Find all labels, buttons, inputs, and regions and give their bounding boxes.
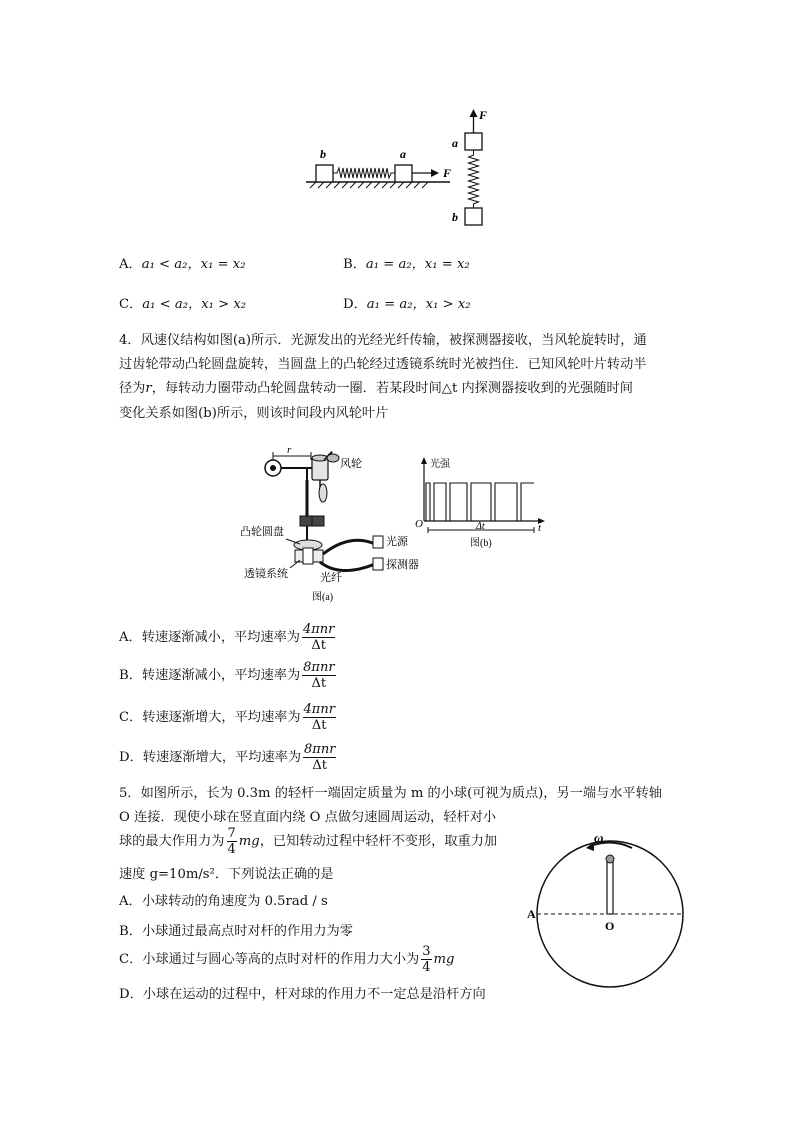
fraction: $\frac{3}{4}$ bbox=[422, 944, 431, 975]
q5-option-c[interactable]: C．小球通过与圆心等高的点时对杆的作用力大小为 $\frac{3}{4}$ mg bbox=[119, 944, 455, 975]
fig-a-light-source: 光源 bbox=[386, 536, 408, 548]
label-b-vert: b bbox=[452, 210, 458, 224]
q5-option-b[interactable]: B．小球通过最高点时对杆的作用力为零 bbox=[119, 924, 353, 939]
point-O-label: O bbox=[605, 919, 615, 933]
fig-a-cam-disc: 凸轮圆盘 bbox=[240, 526, 284, 538]
q4-option-c[interactable]: C．转速逐渐增大，平均速率为 $\frac{\text{4πnr}}{\Delta t}$ bbox=[119, 702, 335, 733]
q4-line-4: 变化关系如图(b)所示，则该时间段内风轮叶片 bbox=[119, 406, 389, 421]
fig-b-caption: 图(b) bbox=[470, 538, 492, 549]
spring-figure bbox=[300, 105, 500, 230]
fig-a-detector: 探测器 bbox=[386, 559, 419, 571]
figure-b-light-intensity bbox=[412, 455, 552, 555]
q4-option-b[interactable]: B．转速逐渐减小，平均速率为 $\frac{\text{8πnr}}{\Delta t}$ bbox=[119, 660, 335, 691]
q5-line-4: 速度 g=10m/s²．下列说法正确的是 bbox=[119, 867, 334, 882]
q3-option-b[interactable]: B．a₁ = a₂，x₁ = x₂ bbox=[343, 257, 470, 272]
fig-a-wind-wheel: 风轮 bbox=[340, 458, 362, 470]
q5-option-d[interactable]: D．小球在运动的过程中，杆对球的作用力不一定总是沿杆方向 bbox=[119, 987, 486, 1002]
fraction: $\frac{\text{8πnr}}{\Delta t}$ bbox=[304, 742, 336, 773]
label-F: F bbox=[443, 166, 452, 180]
q4-option-d[interactable]: D．转速逐渐增大，平均速率为 $\frac{\text{8πnr}}{\Delta t}$ bbox=[119, 742, 336, 773]
q5-line-3: 球的最大作用力为 $\frac{7}{4}$ mg，已知转动过程中轻杆不变形，取重力加 bbox=[119, 826, 498, 857]
q5-option-a[interactable]: A．小球转动的角速度为 0.5rad / s bbox=[119, 894, 328, 909]
label-a: a bbox=[400, 147, 406, 161]
circular-motion-figure bbox=[528, 826, 688, 996]
fraction: $\frac{\text{4πnr}}{\Delta t}$ bbox=[302, 622, 335, 653]
fig-a-lens-system: 透镜系统 bbox=[244, 568, 288, 580]
fraction: $\frac{\text{8πnr}}{\Delta t}$ bbox=[303, 660, 335, 691]
fig-a-fiber: 光纤 bbox=[320, 572, 342, 584]
label-b: b bbox=[320, 147, 326, 161]
label-a-vert: a bbox=[452, 136, 458, 150]
fig-a-r: r bbox=[287, 444, 292, 456]
q3-option-a[interactable]: A．a₁ < a₂，x₁ = x₂ bbox=[119, 257, 246, 272]
figure-a-anemometer bbox=[240, 438, 440, 608]
fraction: $\frac{\text{4πnr}}{\Delta t}$ bbox=[303, 702, 335, 733]
fig-b-dt: Δt bbox=[476, 521, 485, 532]
fig-a-caption: 图(a) bbox=[312, 592, 334, 603]
label-F-vert: F bbox=[479, 108, 488, 122]
q3-option-c[interactable]: C．a₁ < a₂，x₁ > x₂ bbox=[119, 297, 247, 312]
q3-option-d[interactable]: D．a₁ = a₂，x₁ > x₂ bbox=[343, 297, 471, 312]
point-A-label: A bbox=[527, 907, 536, 921]
fig-b-origin: O bbox=[415, 518, 423, 530]
fig-b-y-label: 光强 bbox=[430, 459, 450, 470]
omega-label: ω bbox=[594, 830, 604, 845]
q4-line-3: 径为r，每转动力圈带动凸轮圆盘转动一圈．若某段时间△t 内探测器接收到的光强随时间 bbox=[119, 381, 633, 396]
q5-line-2: O 连接．现使小球在竖直面内绕 O 点做匀速圆周运动，轻杆对小 bbox=[119, 810, 497, 825]
q4-line-1: 4．风速仪结构如图(a)所示．光源发出的光经光纤传输，被探测器接收，当风轮旋转时，通 bbox=[119, 333, 647, 348]
q4-line-2: 过齿轮带动凸轮圆盘旋转，当圆盘上的凸轮经过透镜系统时光被挡住．已知风轮叶片转动半 bbox=[119, 357, 647, 372]
q5-line-1: 5．如图所示，长为 0.3m 的轻杆一端固定质量为 m 的小球(可视为质点)，另一端与水平转轴 bbox=[119, 786, 662, 801]
fig-b-t: t bbox=[538, 522, 542, 534]
fraction: $\frac{7}{4}$ bbox=[227, 826, 236, 857]
q4-option-a[interactable]: A．转速逐渐减小，平均速率为 $\frac{\text{4πnr}}{\Delta t}$ bbox=[119, 622, 335, 653]
